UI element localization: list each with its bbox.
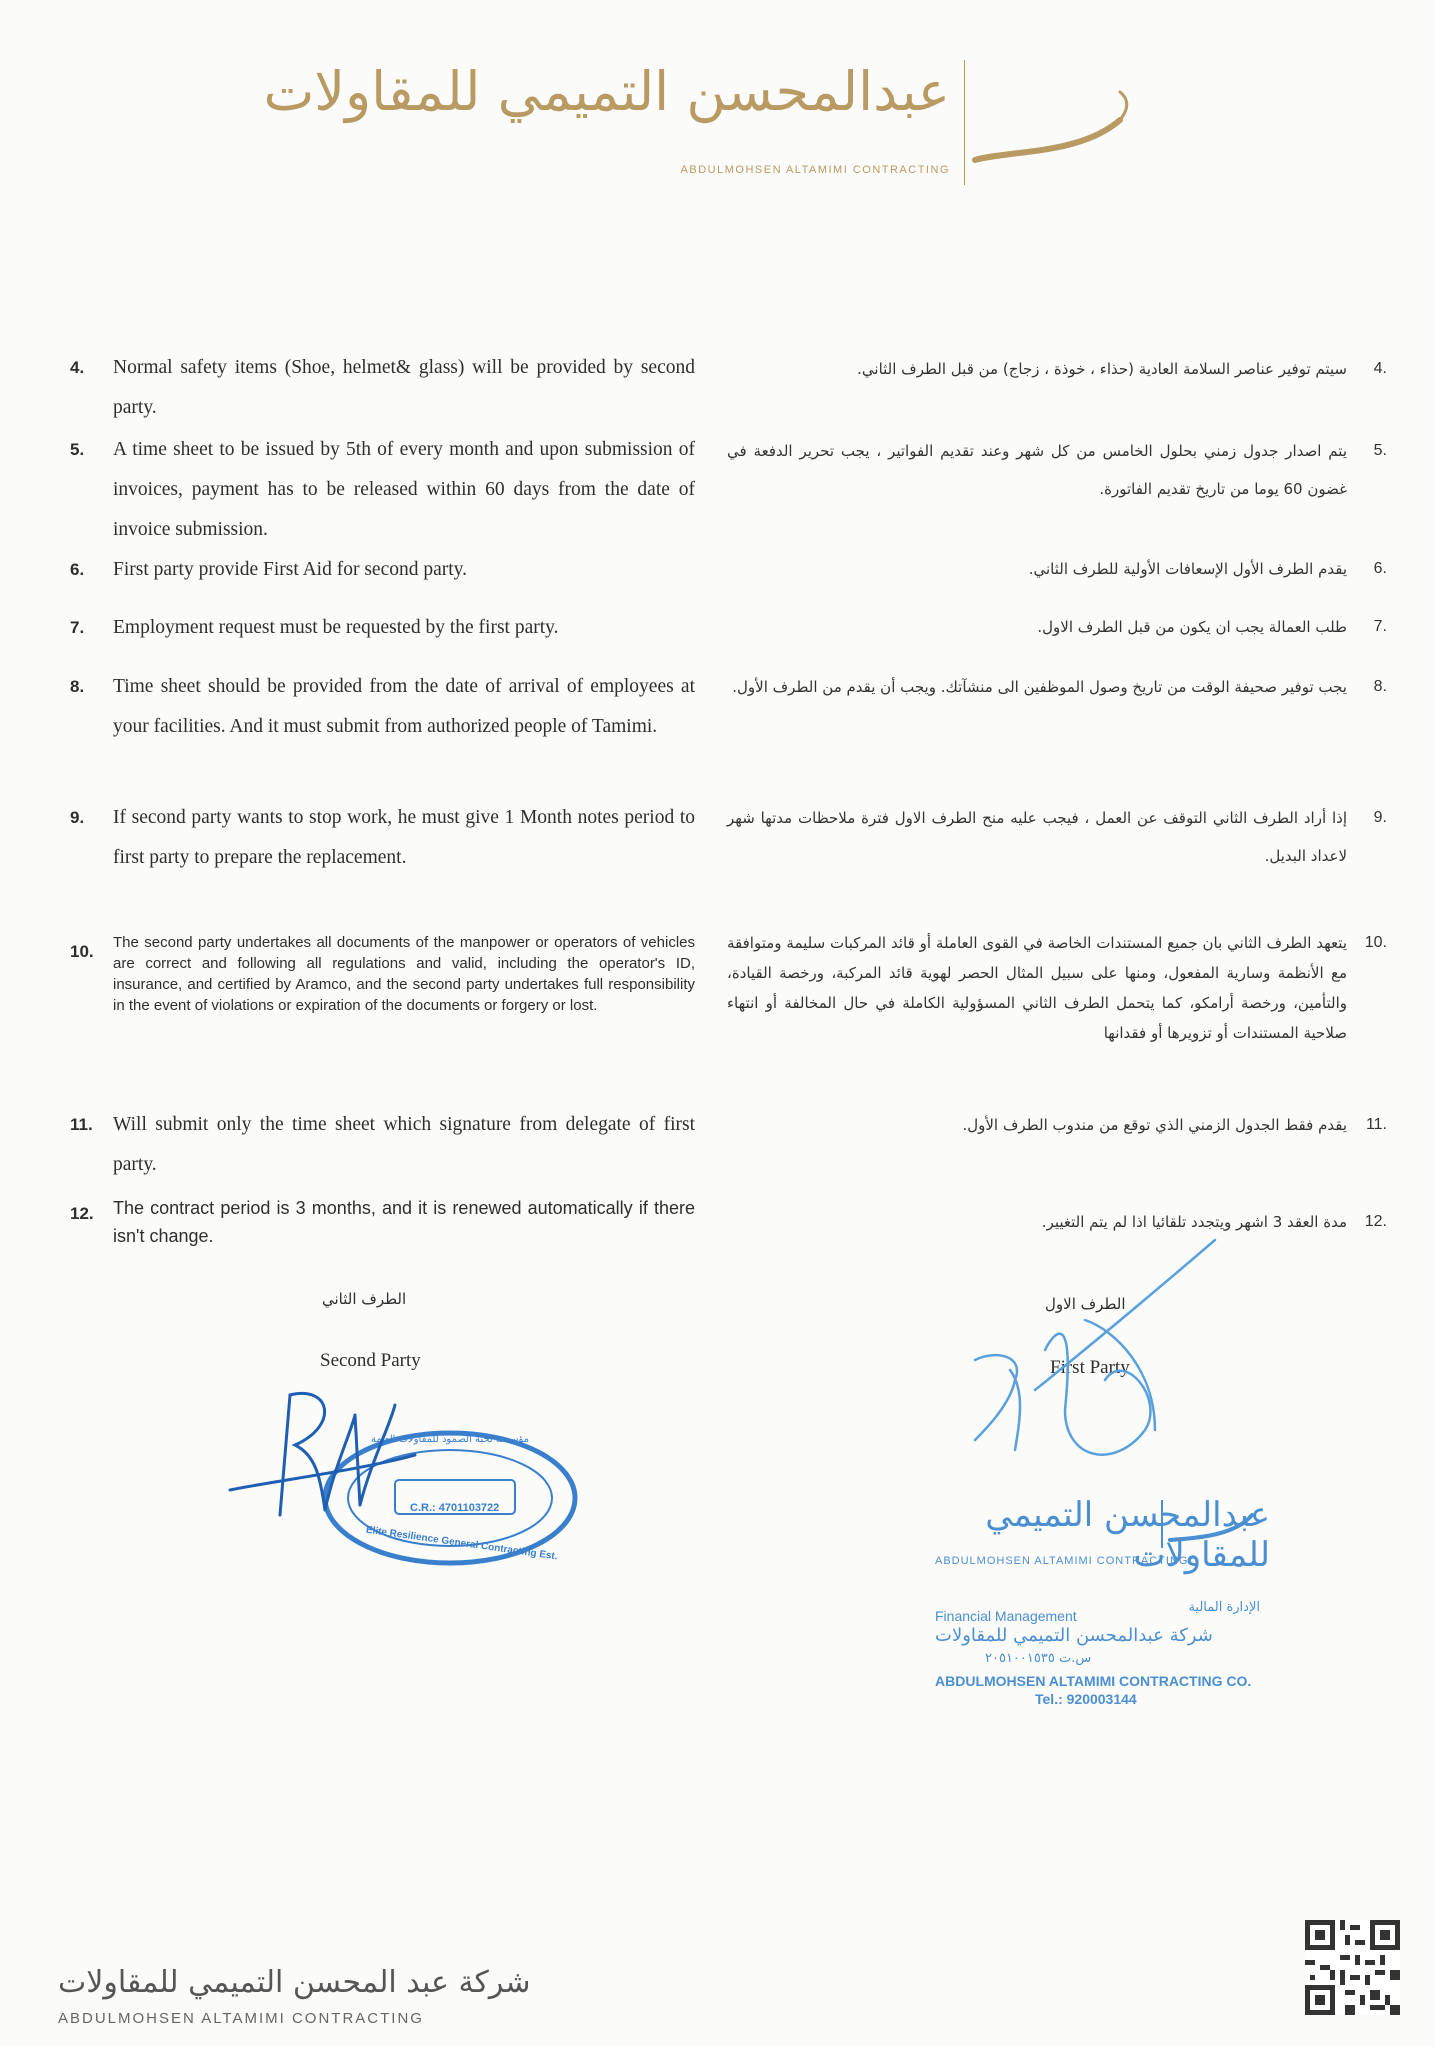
- clause-number: 4.: [70, 358, 85, 377]
- clause-en-9: [70, 798, 695, 878]
- second-party-label-ar: الطرف الثاني: [322, 1290, 407, 1308]
- clause-en-10: [70, 932, 695, 1016]
- clause-text: يقدم فقط الجدول الزمني الذي توقع من مندوب الطرف الأول.: [962, 1116, 1347, 1134]
- first-party-stamp: [925, 1495, 1270, 1710]
- clause-text: يقدم الطرف الأول الإسعافات الأولية للطرف الثاني.: [1028, 560, 1347, 578]
- clause-number: 8.: [1373, 678, 1387, 695]
- clause-number: 7.: [70, 618, 85, 637]
- clause-number: 6.: [1373, 560, 1387, 577]
- clause-en-12: [70, 1194, 695, 1250]
- clause-text: Normal safety items (Shoe, helmet& glass) will be provided by second party.: [113, 357, 695, 418]
- clause-number: 7.: [1373, 618, 1387, 635]
- clause-en-7: [70, 608, 695, 648]
- stamp-name-en: Elite Resilience General Contracting Est.: [365, 1524, 559, 1563]
- clause-number: 8.: [70, 677, 85, 696]
- clause-ar-6: [727, 550, 1387, 588]
- stamp-cr-ar: س.ت ٢٠٥١٠٠١٥٣٥: [985, 1651, 1092, 1666]
- clause-en-11: [70, 1105, 695, 1185]
- qr-code-icon: [1305, 1920, 1400, 2015]
- clause-number: 10.: [1364, 934, 1387, 951]
- stamp-cr: C.R.: 4701103722: [410, 1502, 500, 1514]
- clause-text: Employment request must be requested by the first party.: [113, 617, 559, 638]
- clause-number: 5.: [1373, 442, 1387, 459]
- stamp-company-en: ABDULMOHSEN ALTAMIMI CONTRACTING CO.: [935, 1673, 1252, 1689]
- stamp-swoosh-icon: [1160, 1500, 1260, 1550]
- clause-text: يتعهد الطرف الثاني بان جميع المستندات الخاصة في القوى العاملة أو قائد المركبات سليمة ومتوافقة مع الأنظمة وسارية المفعول، ومنها على سبيل المثال الحصر لهوية قائد المركبة، ورخصة القيادة، والتأمين، ورخصة أرامكو، كما يتحمل الطرف الثاني المسؤولية الكاملة في حال المخالفة أو انتهاء صلاحية المستندات أو تزويرها أو فقدانها: [727, 934, 1347, 1042]
- second-party-stamp: [310, 1420, 580, 1575]
- clause-text: Will submit only the time sheet which signature from delegate of first party.: [113, 1114, 695, 1175]
- clause-number: 9.: [70, 808, 85, 827]
- clause-text: Time sheet should be provided from the date of arrival of employees at your facilities. And it must submit from authorized people of Tamimi.: [113, 676, 695, 737]
- clause-en-5: [70, 430, 695, 550]
- clause-number: 10.: [70, 942, 94, 961]
- clause-ar-12: [727, 1203, 1387, 1241]
- stamp-dept-en: Financial Management: [935, 1608, 1077, 1624]
- logo-divider: [964, 60, 965, 185]
- footer-company-ar: شركة عبد المحسن التميمي للمقاولات: [58, 1965, 531, 2000]
- logo-arabic-text: عبدالمحسن التميمي للمقاولات: [263, 60, 950, 123]
- clause-ar-10: [727, 928, 1387, 1048]
- clause-text: A time sheet to be issued by 5th of every month and upon submission of invoices, payment has to be released within 60 days from the date of invoice submission.: [113, 439, 695, 540]
- swoosh-logo-icon: [970, 80, 1135, 170]
- clause-ar-11: [727, 1106, 1387, 1144]
- logo-english-text: ABDULMOHSEN ALTAMIMI CONTRACTING: [680, 164, 950, 176]
- clause-ar-5: [727, 432, 1387, 508]
- clause-text: سيتم توفير عناصر السلامة العادية (حذاء ، خوذة ، زجاج) من قبل الطرف الثاني.: [857, 360, 1347, 378]
- clause-ar-9: [727, 799, 1387, 875]
- stamp-company-ar: شركة عبدالمحسن التميمي للمقاولات: [935, 1625, 1213, 1646]
- clause-number: 5.: [70, 440, 85, 459]
- stamp-logo-en: ABDULMOHSEN ALTAMIMI CONTRACTING: [935, 1555, 1189, 1567]
- clause-text: طلب العمالة يجب ان يكون من قبل الطرف الاول.: [1037, 618, 1347, 636]
- clause-en-8: [70, 667, 695, 747]
- stamp-dept-ar: الإدارة المالية: [1188, 1600, 1260, 1615]
- clause-text: مدة العقد 3 اشهر ويتجدد تلقائيا اذا لم يتم التغيير.: [1041, 1213, 1347, 1231]
- clause-number: 12.: [70, 1204, 94, 1223]
- clause-text: The second party undertakes all documents of the manpower or operators of vehicles are correct and following all regulations and valid, including the operator's ID, insurance, and certified by Aramco, and the second party undertakes full responsibility in the event of violations or expiration of the documents or forgery or lost.: [113, 934, 695, 1014]
- clause-en-4: [70, 348, 695, 428]
- clause-number: 4.: [1373, 360, 1387, 377]
- stamp-logo-ar: عبدالمحسن التميمي للمقاولات: [985, 1495, 1270, 1575]
- clause-number: 11.: [70, 1115, 93, 1134]
- clause-ar-8: [727, 668, 1387, 706]
- clause-text: إذا أراد الطرف الثاني التوقف عن العمل ، فيجب عليه منح الطرف الاول فترة ملاحظات مدتها شهر لاعداد البديل.: [727, 809, 1347, 865]
- clause-number: 11.: [1365, 1116, 1387, 1133]
- clause-text: يتم اصدار جدول زمني بحلول الخامس من كل شهر وعند تقديم الفواتير ، يجب تحرير الدفعة في غضون 60 يوما من تاريخ تقديم الفاتورة.: [727, 442, 1347, 498]
- first-party-label: First Party: [1050, 1357, 1130, 1378]
- company-logo: [263, 60, 1135, 185]
- clause-number: 6.: [70, 560, 85, 579]
- first-party-label-ar: الطرف الاول: [1045, 1295, 1126, 1313]
- second-party-label: Second Party: [320, 1350, 421, 1371]
- stamp-name-ar: مؤسسة نخبة الصمود للمقاولات العامة: [370, 1434, 530, 1445]
- clause-number: 9.: [1373, 809, 1387, 826]
- clause-text: If second party wants to stop work, he must give 1 Month notes period to first party to prepare the replacement.: [113, 807, 695, 868]
- stamp-tel: Tel.: 920003144: [1035, 1691, 1137, 1707]
- clause-text: First party provide First Aid for second party.: [113, 559, 468, 580]
- clause-text: The contract period is 3 months, and it is renewed automatically if there isn't change.: [113, 1198, 695, 1246]
- clause-ar-4: [727, 350, 1387, 388]
- footer-company-en: ABDULMOHSEN ALTAMIMI CONTRACTING: [58, 2010, 424, 2027]
- clause-en-6: [70, 550, 695, 590]
- clause-text: يجب توفير صحيفة الوقت من تاريخ وصول الموظفين الى منشآتك. ويجب أن يقدم من الطرف الأول.: [732, 678, 1347, 696]
- clause-number: 12.: [1364, 1213, 1387, 1230]
- clause-ar-7: [727, 608, 1387, 646]
